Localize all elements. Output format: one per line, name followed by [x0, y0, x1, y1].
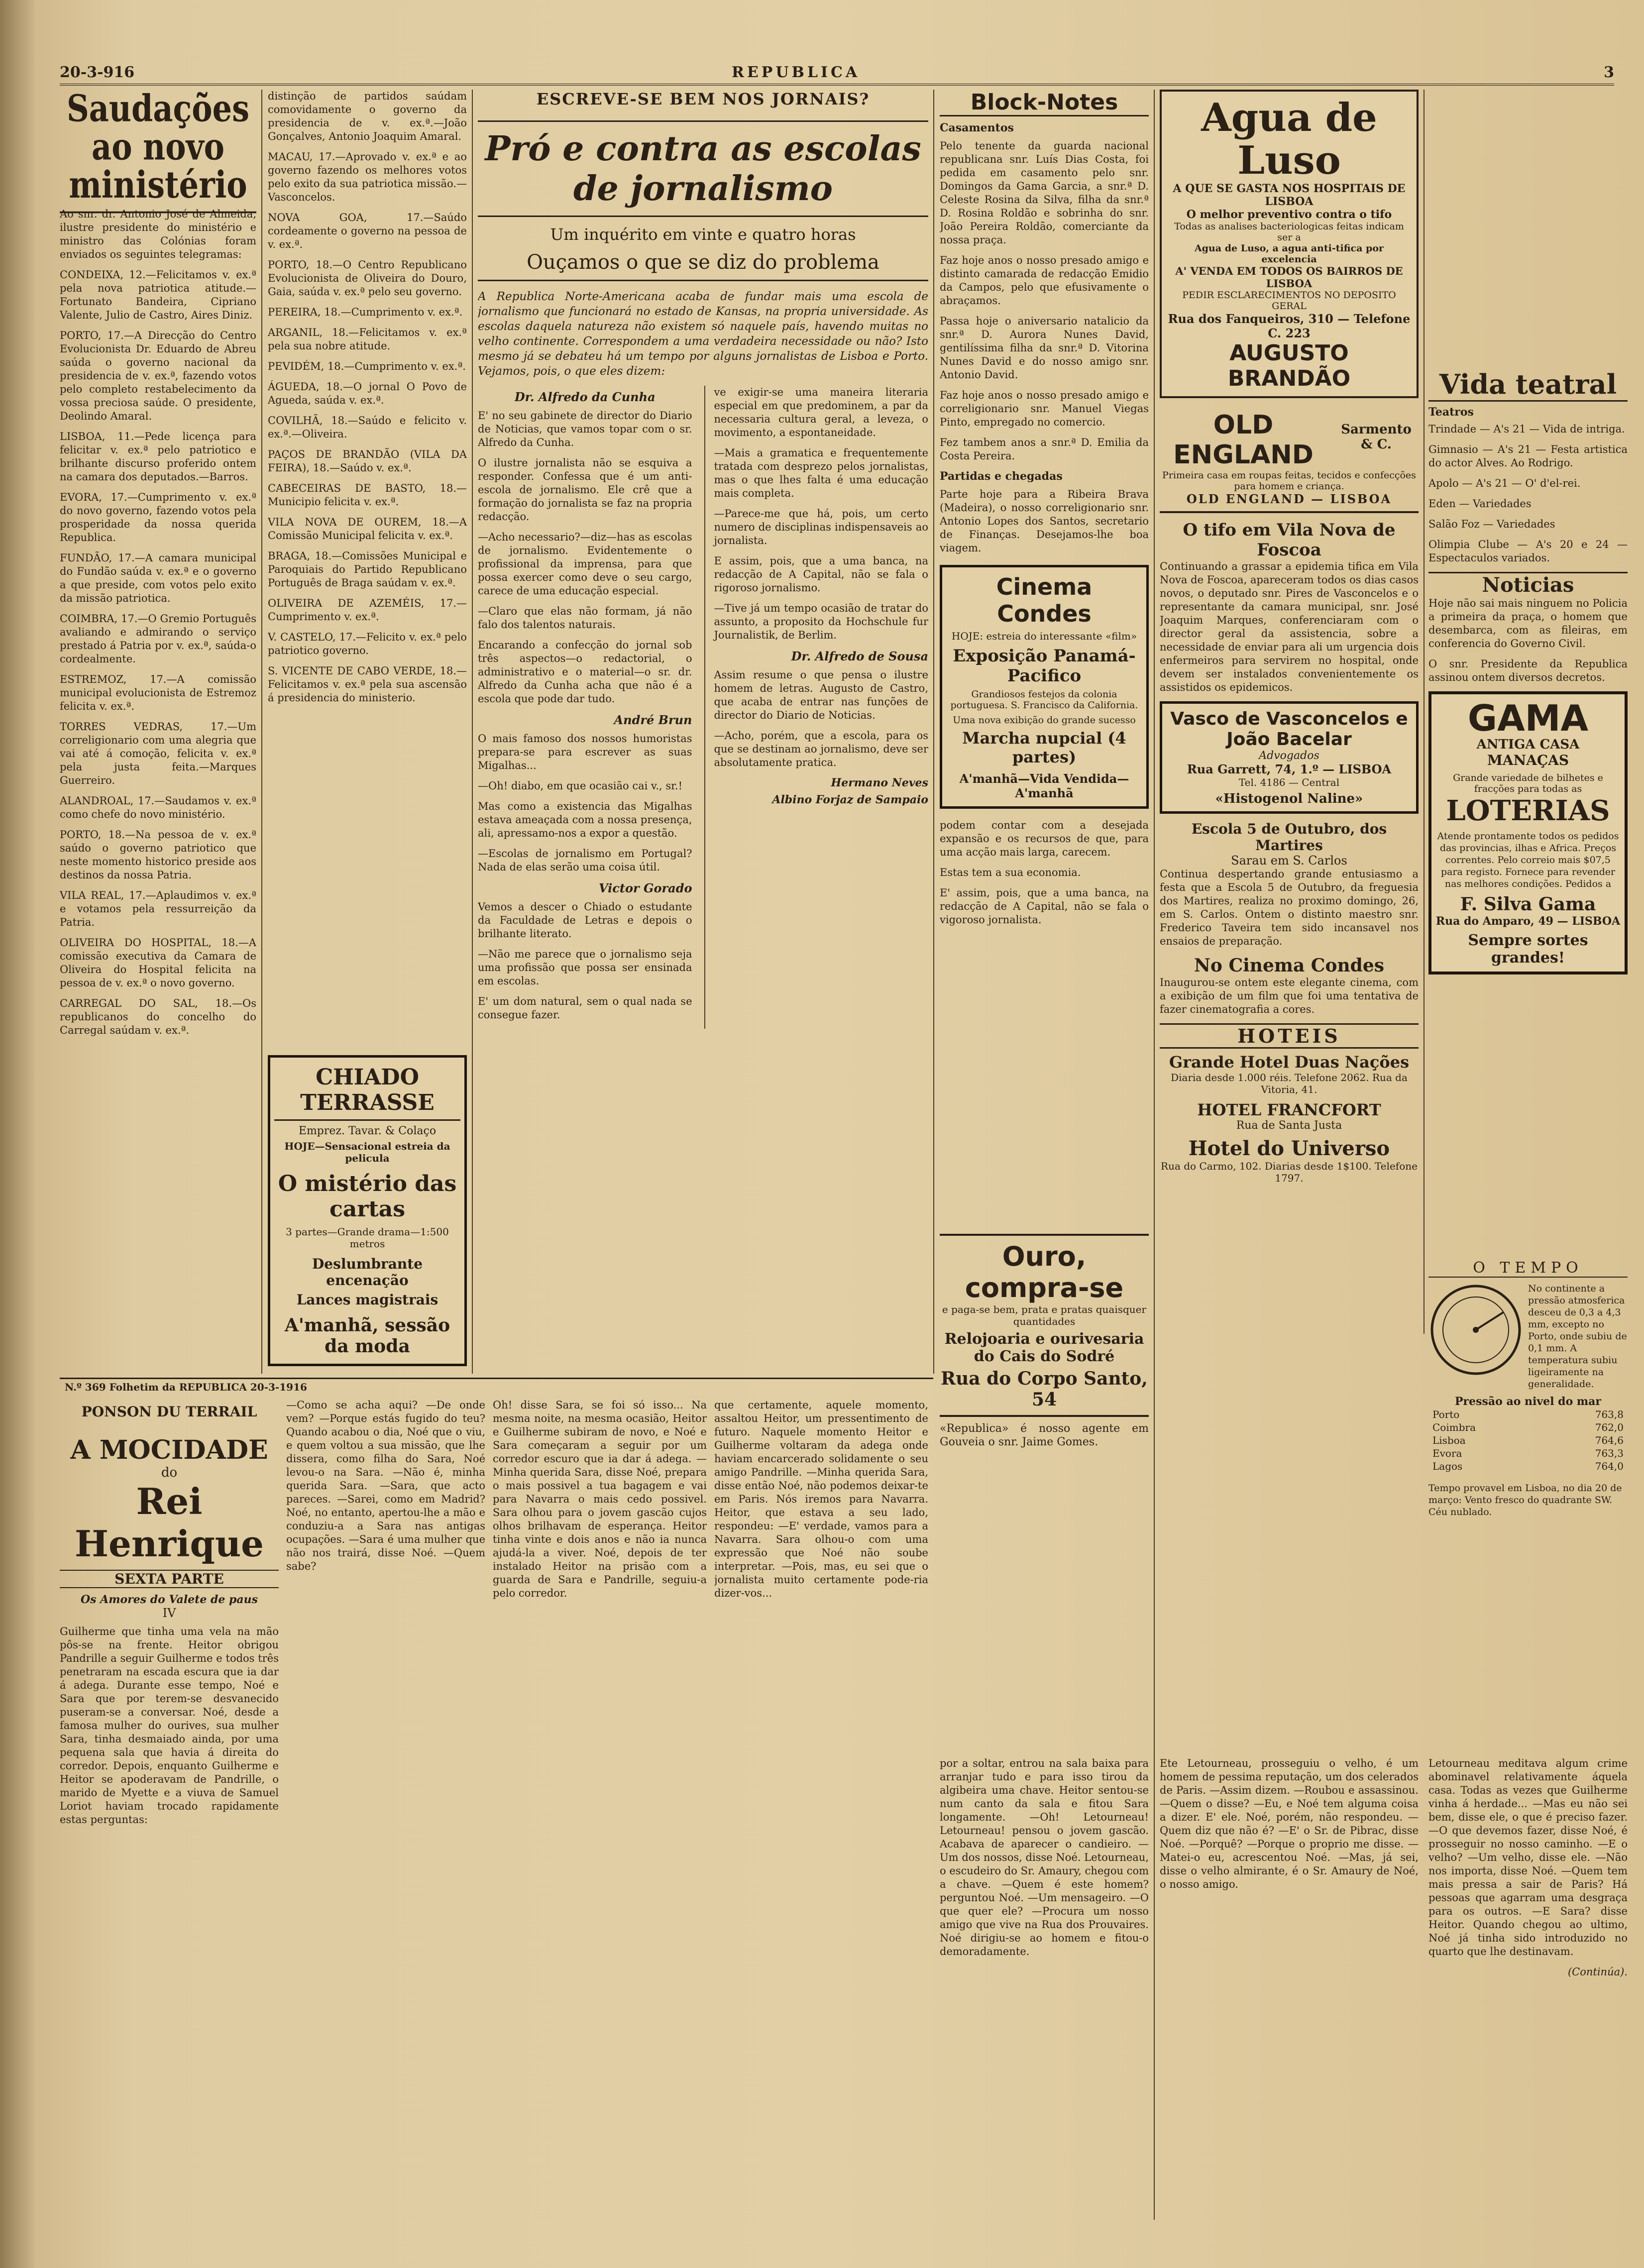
- article-paragraph: —Acho necessario?—diz—has as escolas de jornalismo. Evidentemente o profissional da imprensa, para que possa exercer como deve o seu cargo, carece de uma educação especial.: [478, 531, 692, 597]
- chiado-ad-line3: 3 partes—Grande drama—1:500 metros: [286, 1226, 449, 1250]
- hotel-duas-nacoes: Grande Hotel Duas Nações: [1169, 1053, 1410, 1072]
- notice-item: O snr. Presidente da Republica assinou ontem diversos decretos.: [1428, 658, 1628, 683]
- article-paragraph: —Acho, porém, que a escola, para os que se destinam ao jornalismo, deve ser absolutamente pratica.: [714, 730, 928, 768]
- article-paragraph: Encarando a confecção do jornal sob três aspectos—o redactorial, o administrativo e o material—o sr. dr. Alfredo da Cunha acha que não é a escola que pode dar tudo.: [478, 639, 692, 705]
- cinema-ad-line5: Marcha nupcial (4 partes): [962, 729, 1126, 766]
- telegram-paragraph: CONDEIXA, 12.—Felicitamos v. ex.ª pela nova patriotica atitude.—Fortunato Bandeira, Cipriano Valente, Julio de Castro, Aires Diniz.: [60, 269, 256, 321]
- social-note: E' assim, pois, que a uma banca, na redacção de A Capital, não se fala o vigoroso jornalista.: [940, 887, 1149, 926]
- column-1: [60, 90, 256, 1374]
- col2-body: [268, 90, 467, 975]
- cinema-ad-title: Cinema Condes: [996, 573, 1093, 627]
- barometer-dial-icon: [1428, 1283, 1523, 1377]
- luso-ad-line8: AUGUSTO BRANDÃO: [1227, 340, 1351, 391]
- vasco-ad-line3: Tel. 4186 — Central: [1238, 776, 1340, 788]
- condes-body: Inaugurou-se ontem este elegante cinema, com a exibição de um film que foi uma tentativa de fazer cinematografia a cores.: [1160, 976, 1419, 1015]
- article-paragraph: —Mais a gramatica e frequentemente tratada com desprezo pelos jornalistas, mas o que lhes falta é uma educação mais completa.: [714, 447, 928, 499]
- telegram-paragraph: NOVA GOA, 17.—Saúdo cordeamente o governo na pessoa de v. ex.ª.: [268, 212, 467, 250]
- telegram-paragraph: CARREGAL DO SAL, 18.—Os republicanos do concelho do Carregal saúdam v. ex.ª.: [60, 997, 256, 1036]
- telegram-paragraph: PORTO, 18.—Na pessoa de v. ex.ª saúdo o governo patriotico que neste momento historico preside aos destinos da nossa Patria.: [60, 829, 256, 881]
- england-ad-footer: OLD ENGLAND — LISBOA: [1186, 492, 1392, 506]
- column-6: [1160, 90, 1419, 1334]
- hotel-universo-text: Rua do Carmo, 102. Diarias desde 1$100. Telefone 1797.: [1161, 1160, 1418, 1184]
- body-right: [714, 386, 929, 642]
- telegram-paragraph: ÁGUEDA, 18.—O jornal O Povo de Agueda, saúda v. ex.ª.: [268, 381, 467, 406]
- hotel-francfort: HOTEL FRANCFORT: [1197, 1100, 1381, 1119]
- luso-ad-line2: O melhor preventivo contra o tifo: [1186, 208, 1392, 221]
- section-partidas: Partidas e chegadas: [940, 470, 1063, 483]
- article-right-column: [704, 386, 929, 1029]
- pressure-value: 764,6: [1595, 1434, 1624, 1446]
- pressure-value: 763,3: [1595, 1447, 1624, 1459]
- column-rule: [261, 90, 262, 1374]
- vida-teatral-title: Vida teatral: [1428, 368, 1628, 402]
- article-left-column: [478, 386, 692, 1029]
- folhetim-divider: [60, 1378, 933, 1379]
- block-notes-continued: [940, 819, 1149, 1227]
- telegram-paragraph: V. CASTELO, 17.—Felicito v. ex.ª pelo patriotico governo.: [268, 631, 467, 656]
- teatros-label: Teatros: [1428, 406, 1474, 419]
- theatre-item: Olimpia Clube — A's 20 e 24 — Espectaculos variados.: [1428, 539, 1628, 564]
- social-note: Faz hoje anos o nosso presado amigo e correligionario snr. Manuel Viegas Pinto, empregado no comercio.: [940, 389, 1149, 428]
- pressure-row: [1428, 1421, 1628, 1434]
- article-subhead-2: Ouçamos o que se diz do problema: [478, 251, 928, 281]
- telegram-paragraph: BRAGA, 18.—Comissões Municipal e Paroquiais do Partido Republicano Português de Braga saúdam v. ex.ª.: [268, 550, 467, 589]
- gama-ad-footer: Sempre sortes grandes!: [1468, 932, 1588, 967]
- pressure-row: [1428, 1434, 1628, 1447]
- section-casamentos: Casamentos: [940, 121, 1014, 134]
- gama-ad-subtitle: ANTIGA CASA: [1476, 737, 1580, 752]
- hotel-duas-nacoes-text: Diaria desde 1.000 réis. Telefone 2062. Rua da Vitoria, 41.: [1171, 1072, 1408, 1095]
- block-notes-paragraphs: [940, 139, 1149, 463]
- telegram-paragraph: Ao snr. dr. Antonio José de Almeida, ilustre presidente do ministério e ministro das Colónias foram enviados os seguintes telegramas:: [60, 208, 256, 260]
- folhetim-chapter: Os Amores do Valete de paus: [80, 1593, 258, 1606]
- luso-ad-line1: A QUE SE GASTA NOS HOSPITAIS DE LISBOA: [1173, 182, 1406, 208]
- header-date: 20-3-916: [60, 64, 135, 81]
- folhetim-col-1: Guilherme que tinha uma vela na mão pôs-se na frente. Heitor obrigou Pandrille a seguir Guilherme e todos três penetraram na escada escura que ia dar á adega. Durante esse tempo, Noé e Sara que por terem-se desvanecido puseram-se a conversar. Noé, desde a famosa mulher do ourives, sua mulher Sara, tinha desmaiado ainda, por uma pequena sala que havia á direita do corredor. Depois, enquanto Guilherme e Heitor se apoderavam de Pandrille, o marido de Myette e a viuva de Samuel Loriot haviam trocado rapidamente estas perguntas:: [60, 1625, 279, 1826]
- england-ad-title: OLD ENGLAND: [1173, 410, 1314, 470]
- chiado-ad-line4: Deslumbrante encenação: [312, 1256, 423, 1289]
- social-note: Estas tem a sua economia.: [940, 866, 1081, 878]
- article-subhead: Um inquérito em vinte e quatro horas: [550, 225, 856, 244]
- folhetim-title-3: Rei Henrique: [75, 1480, 264, 1565]
- folhetim-col-2-wrap: [286, 1399, 485, 2235]
- telegram-paragraph: PEREIRA, 18.—Cumprimento v. ex.ª.: [268, 306, 463, 318]
- pressure-table: [1428, 1408, 1628, 1473]
- folhetim-title-1: A MOCIDADE: [70, 1435, 268, 1465]
- folhetim-title-2: do: [161, 1465, 178, 1480]
- article-paragraph: O mais famoso dos nossos humoristas prepara-se para escrever as suas Migalhas...: [478, 733, 692, 771]
- gama-ad-name: F. Silva Gama: [1460, 894, 1596, 915]
- chiado-ad-feature: O mistério das cartas: [278, 1171, 457, 1222]
- author-cunha: Dr. Alfredo da Cunha: [514, 390, 656, 404]
- body-gorado: [478, 900, 692, 1022]
- page-fold-shadow: [0, 0, 35, 2268]
- escola-body: Continua despertando grande entusiasmo a festa que a Escola 5 de Outubro, da freguesia dos Martires, realiza no proximo domingo, 26, em S. Carlos. Ontem o distinto maestro snr. Frederico Taveira tem sido incansavel nos ensaios de preparação.: [1160, 868, 1419, 947]
- folhetim-title-block: [60, 1399, 279, 1837]
- theatre-item: Salão Foz — Variedades: [1428, 518, 1555, 530]
- telegram-paragraph: PEVIDÉM, 18.—Cumprimento v. ex.ª.: [268, 360, 466, 372]
- vasco-ad-line1: Advogados: [1259, 750, 1319, 762]
- gama-ad-subtitle2: MANAÇAS: [1487, 752, 1569, 768]
- telegram-paragraph: COIMBRA, 17.—O Gremio Português avaliando e admirando o serviço prestado á Patria por v. ex.ª, saúda-o cordealmente.: [60, 613, 256, 665]
- article-paragraph: —Claro que elas não formam, já não falo dos talentos naturais.: [478, 605, 692, 631]
- chiado-ad-line2: HOJE—Sensacional estreia da pelicula: [284, 1140, 450, 1164]
- article-paragraph: O ilustre jornalista não se esquiva a responder. Confessa que é um anti-escola de jornalismo. Ele crê que a formação do jornalista se faz na propria redacção.: [478, 457, 692, 523]
- telegram-paragraph: distinção de partidos saúdam comovidamente o governo da presidencia de v. ex.ª.—João Gonçalves, Antonio Joaquim Amaral.: [268, 90, 467, 142]
- vasco-ad-title: Vasco de Vasconcelos e João Bacelar: [1170, 709, 1408, 750]
- vasco-ad-line2: Rua Garrett, 74, 1.º — LISBOA: [1187, 762, 1392, 776]
- folhetim-col-3-wrap: [493, 1399, 707, 2235]
- cinema-ad-line4: Uma nova exibição do grande sucesso: [953, 715, 1136, 726]
- theatre-list: [1428, 423, 1628, 565]
- pressure-value: 762,0: [1595, 1421, 1624, 1433]
- telegram-paragraph: COVILHÃ, 18.—Saúdo e felicito v. ex.ª.—Oliveira.: [268, 415, 467, 440]
- signature-sampaio: Albino Forjaz de Sampaio: [772, 793, 928, 806]
- hotel-francfort-text: Rua de Santa Justa: [1236, 1119, 1342, 1132]
- ouro-ad-title: Ouro, compra-se: [965, 1241, 1124, 1303]
- article-paragraph: ve exigir-se uma maneira literaria especial em que predominem, a par da necessaria cultura geral, a leveza, o movimento, a espontaneidade.: [714, 386, 928, 438]
- ouro-ad: [940, 1234, 1149, 1417]
- telegram-paragraph: OLIVEIRA DE AZEMÉIS, 17.—Cumprimento v. ex.ª.: [268, 597, 467, 623]
- cinema-ad-line1: HOJE: estreia do interessante «film»: [951, 630, 1137, 642]
- folhetim-col-3: Oh! disse Sara, se foi só isso... Na mesma noite, na mesma ocasião, Heitor e Guilherme subiram de novo, e Noé e Sara começaram a seguir por um corredor escuro que ia dar á adega. —Minha querida Sara, disse Noé, prepara o mais possivel a tua bagagem e vai para Navarra o mais cedo possivel. Sara olhou para o jovem gascão cujos olhos brilhavam de esperança. Heitor tinha vinte e dois anos e não ia nunca ajudá-la a viver. Noé, depois de ter instalado Heitor na prisão com a guarda de Sara e Pandrille, seguiu-a pelo corredor.: [493, 1399, 707, 1599]
- folhetim-chapter-num: IV: [162, 1606, 176, 1620]
- article-paragraph: E' no seu gabinete de director do Diario de Noticias, que vamos topar com o sr. Alfredo da Cunha.: [478, 410, 692, 448]
- theatre-item: Gimnasio — A's 21 — Festa artistica do actor Alves. Ao Rodrigo.: [1428, 443, 1628, 469]
- england-ad-line1: Primeira casa em roupas feitas, tecidos e confecções para homem e criança.: [1162, 470, 1416, 492]
- page-header: [60, 64, 1614, 86]
- pressure-city: Porto: [1432, 1408, 1460, 1420]
- ouro-ad-line2: Relojoaria e ourivesaria do Cais do Sodré: [944, 1330, 1144, 1365]
- author-gorado: Victor Gorado: [598, 881, 692, 895]
- social-note: Faz hoje anos o nosso presado amigo e distinto camarada de redacção Emidio da Campos, pelo que efusivamente o abraçamos.: [940, 254, 1149, 307]
- block-notes-title: Block-Notes: [940, 90, 1149, 116]
- social-note: Fez tambem anos a snr.ª D. Emilia da Costa Pereira.: [940, 436, 1149, 462]
- column-rule: [1154, 90, 1155, 2220]
- folhetim-col-7: Letourneau meditava algum crime abominavel relativamente áquela casa. Todas as vezes que Guilherme vinha á herdade... —Mas eu não sei bem, disse ele, o que é preciso fazer. —O que devemos fazer, disse Noé, é prosseguir no nosso caminho. —E o velho? —Um velho, disse ele. —Não nos importa, disse Noé. —Quem tem mais pressa a sair de Paris? Há pessoas que agarram uma desgraça para os outros. —E Sara? disse Heitor. Quando chegou ao ultimo, Noé já tinha sido introduzido no quarto que lhe destinavam.: [1428, 1757, 1628, 1957]
- telegram-paragraph: OLIVEIRA DO HOSPITAL, 18.—A comissão executiva da Camara de Oliveira do Hospital felicita na pessoa de v. ex.ª o novo governo.: [60, 937, 256, 989]
- folhetim-col-7-wrap: [1428, 1757, 1628, 2235]
- col7-top-spacer: [1428, 90, 1628, 368]
- weather-text: No continente a pressão atmosferica desceu de 0,3 a 4,3 mm, excepto no Porto, onde subiu de 0,1 mm. A temperatura subiu ligeiramente na generalidade.: [1528, 1283, 1627, 1390]
- telegram-paragraph: MACAU, 17.—Aprovado v. ex.ª e ao governo fazendo os melhores votos pelo exito da sua patriotica missão.—Vasconcelos.: [268, 151, 467, 203]
- tifo-headline: O tifo em Vila Nova de Foscoa: [1183, 520, 1396, 560]
- body-sousa: [714, 668, 929, 769]
- telegram-paragraph: VILA NOVA DE OUREM, 18.—A Comissão Municipal felicita v. ex.ª.: [268, 516, 467, 541]
- folhetim-col-6: Ete Letourneau, prosseguiu o velho, é um homem de pessima reputação, um dos celerados de Paris. —Assim dizem. —Roubou e assassinou. —Quem o disse? —Eu, e Noé tem alguma coisa a dizer. E' ele. Noé, porém, não respondeu. —Quem diz que não é? —E' o Sr. de Pibrac, disse Noé. —Porquê? —Porque o proprio me disse. —Matei-o eu, acrescentou Noé. —Mas, já sei, disse o velho almirante, é o Sr. Amaury de Noé, o nosso amigo.: [1160, 1757, 1419, 1890]
- hotels-header: HOTEIS: [1160, 1023, 1419, 1049]
- telegram-paragraph: PORTO, 17.—A Direcção do Centro Evolucionista Dr. Eduardo de Abreu saúda o governo nacional da presidencia de v. ex.ª, fazendo votos pelo completo restabelecimento da vossa preciosa saúde. O presidente, Deolindo Amaral.: [60, 329, 256, 422]
- telegram-paragraph: FUNDÃO, 17.—A camara municipal do Fundão saúda v. ex.ª e o governo a que preside, com votos pelo exito da missão patriotica.: [60, 552, 256, 604]
- chiado-ad-line1: Emprez. Tavar. & Colaço: [298, 1125, 437, 1137]
- article-paragraph: —Escolas de jornalismo em Portugal? Nada de elas serão uma coisa útil.: [478, 848, 692, 873]
- signature-neves: Hermano Neves: [831, 776, 928, 789]
- escola-subhead: Sarau em S. Carlos: [1231, 854, 1347, 867]
- ouro-ad-line1: e paga-se bem, prata e pratas quaisquer quantidades: [942, 1303, 1147, 1327]
- condes-headline: No Cinema Condes: [1194, 955, 1384, 976]
- journalism-article: [478, 90, 928, 1374]
- theatre-item: Trindade — A's 21 — Vida de intriga.: [1428, 423, 1625, 435]
- telegram-paragraph: ALANDROAL, 17.—Saudamos v. ex.ª como chefe do novo ministério.: [60, 795, 256, 820]
- header-page-number: 3: [1604, 64, 1614, 81]
- col1-headline: Saudações ao novo ministério: [60, 90, 256, 213]
- article-kicker: ESCREVE-SE BEM NOS JORNAIS?: [536, 90, 870, 108]
- article-paragraph: —Não me parece que o jornalismo seja uma profissão que possa ser ensinada em escolas.: [478, 948, 692, 987]
- luso-ad-line4: Agua de Luso, a agua anti-tifica por excelencia: [1194, 243, 1384, 265]
- telegram-paragraph: CABECEIRAS DE BASTO, 18.—Municipio felicita v. ex.ª.: [268, 482, 467, 508]
- telegram-paragraph: PORTO, 18.—O Centro Republicano Evolucionista de Oliveira do Douro, Gaia, saúda v. ex.ª pelo seu governo.: [268, 259, 467, 298]
- telegram-paragraph: S. VICENTE DE CABO VERDE, 18.—Felicitamos v. ex.ª pela sua ascensão á presidencia do ministerio.: [268, 665, 467, 704]
- column-rule: [472, 90, 473, 1374]
- chiado-terrasse-ad: [268, 1055, 467, 1366]
- article-paragraph: —Parece-me que há, pois, um certo numero de disciplinas indispensaveis ao jornalista.: [714, 508, 928, 546]
- vasco-ad: [1160, 701, 1419, 814]
- ouro-ad-line3: Rua do Corpo Santo, 54: [941, 1368, 1148, 1410]
- social-note: Parte hoje para a Ribeira Brava (Madeira), o nosso correligionario snr. Antonio Lopes dos Santos, secretario de Finanças. Desejamos-lhe boa viagem.: [940, 488, 1149, 554]
- agua-de-luso-ad: [1160, 90, 1419, 398]
- pressure-city: Coimbra: [1432, 1421, 1476, 1433]
- social-note: Pelo tenente da guarda nacional republicana snr. Luís Dias Costa, foi pedida em casamento pelo snr. Domingos da Gama Garcia, a snr.ª D. Celeste Rosina da Silva, filha da snr.ª D. Rosina Roldão e sobrinha do snr. João Pereira Roldão, comerciante da nossa praça.: [940, 140, 1149, 246]
- folhetim-strip: N.º 369 Folhetim da REPUBLICA 20-3-1916: [65, 1381, 307, 1393]
- author-sousa: Dr. Alfredo de Sousa: [791, 649, 928, 663]
- weather-section: [1428, 1259, 1628, 1742]
- chiado-ad-footer: A'manhã, sessão da moda: [284, 1315, 450, 1357]
- folhetim-col-5: por a soltar, entrou na sala baixa para arranjar tudo e para isso tirou da algibeira uma chave. Heitor sentou-se num canto da sala e fitou Sara longamente. —Oh! Letourneau! Letourneau! pensou o jovem gascão. Acabava de aparecer o candieiro. —Um dos nossos, disse Noé. Letourneau, o escudeiro do Sr. Amaury, chegou com a chave. —Quem é este homem? perguntou Noé. —Um mensageiro. —O que quer ele? —Procura um nosso amigo que vive na Rua dos Prouvaires. Noé dirigiu-se ao homem e fitou-o demoradamente.: [940, 1757, 1149, 1957]
- partidas-paragraphs: [940, 488, 1149, 555]
- column-rule: [1424, 90, 1425, 1334]
- escola-headline: Escola 5 de Outubro, dos Martires: [1191, 821, 1387, 854]
- vasco-ad-footer: «Histogenol Naline»: [1215, 791, 1363, 806]
- chiado-ad-line5: Lances magistrais: [296, 1292, 438, 1308]
- pressure-city: Lisboa: [1432, 1434, 1466, 1446]
- body-brun: [478, 732, 692, 874]
- gama-ad-line1: Grande variedade de bilhetes e fracções para todas as: [1453, 772, 1603, 794]
- col1-body: [60, 208, 256, 1037]
- cinema-ad-line3: Grandiosos festejos da colonia portuguesa. S. Francisco da California.: [950, 689, 1138, 711]
- folhetim-col-4-wrap: [714, 1399, 928, 2235]
- pressure-title: Pressão ao nivel do mar: [1454, 1395, 1602, 1408]
- folhetim-col-5-wrap: [940, 1757, 1149, 2235]
- republica-agent-note: «Republica» é nosso agente em Gouveia o snr. Jaime Gomes.: [940, 1422, 1149, 1448]
- pressure-row: [1428, 1408, 1628, 1421]
- notice-item: Hoje não sai mais ninguem no Policia a primeira da praça, o homem que desembarca, com as fileiras, em conferencia do Governo Civil.: [1428, 597, 1628, 649]
- pressure-city: Evora: [1432, 1447, 1462, 1459]
- luso-ad-line3: Todas as analises bacteriologicas feitas indicam ser a: [1174, 221, 1404, 243]
- cinema-ad-footer: A'manhã—Vida Vendida—A'manhã: [959, 771, 1129, 800]
- author-brun: André Brun: [614, 713, 692, 727]
- pressure-value: 764,0: [1595, 1460, 1624, 1472]
- pressure-row: [1428, 1447, 1628, 1460]
- weather-footer: Tempo provavel em Lisboa, no dia 20 de março: Vento fresco do quadrante SW. Céu nublado.: [1428, 1483, 1622, 1517]
- pressure-city: Lagos: [1432, 1460, 1463, 1472]
- weather-title: O TEMPO: [1428, 1259, 1628, 1278]
- luso-ad-title: Agua de Luso: [1201, 95, 1377, 183]
- cinema-condes-ad: [940, 565, 1149, 809]
- england-ad-subtitle: Sarmento & C.: [1341, 422, 1412, 452]
- social-note: podem contar com a desejada expansão e os recursos de que, para uma acção mais larga, carecem.: [940, 819, 1149, 858]
- article-paragraph: —Tive já um tempo ocasião de tratar do assunto, a proposito da Hochschule fur Journalistik, de Berlim.: [714, 602, 928, 641]
- gama-ad-line2: Atende prontamente todos os pedidos das provincias, ilhas e Africa. Preços correntes. Pelo correio mais $07,5 para registo. Fornece para revender nas melhores condições. Pedidos a: [1437, 831, 1619, 889]
- telegram-paragraph: TORRES VEDRAS, 17.—Um correligionario com uma alegria que vai até á comoção, felicita v. ex.ª pela justa feita.—Marques Guerreiro.: [60, 721, 256, 786]
- gama-ad-big: LOTERIAS: [1446, 794, 1610, 827]
- folhetim-author: PONSON DU TERRAIL: [81, 1404, 257, 1420]
- column-2: [268, 90, 467, 1374]
- gama-ad-title: GAMA: [1467, 697, 1589, 739]
- chiado-ad-title: CHIADO TERRASSE: [274, 1065, 460, 1121]
- article-paragraph: Vemos a descer o Chiado o estudante da Faculdade de Letras e depois o brilhante literato.: [478, 901, 692, 940]
- luso-ad-line7: Rua dos Fanqueiros, 310 — Telefone C. 223: [1168, 312, 1411, 340]
- tifo-body: Continuando a grassar a epidemia tifica em Vila Nova de Foscoa, apareceram todos os dias casos novos, o deputado snr. Pires de Vasconcelos e o representante da camara municipal, snr. José Joaquim Marques, conferenciaram com o director geral da assistencia, sobre a necessidade de enviar para ali um urgencia dois enfermeiros para servirem no hospital, onde devem ser instalados convenientemente os assistidos os epidemicos.: [1160, 560, 1419, 693]
- article-headline: Pró e contra as escolas de jornalismo: [478, 120, 928, 217]
- social-note: Passa hoje o aniversario natalicio da snr.ª D. Aurora Nunes David, gentilíssima filha da snr.ª D. Vitorina Nunes David e do nosso amigo snr. Antonio David.: [940, 315, 1149, 381]
- gama-lottery-ad: [1428, 691, 1628, 974]
- telegram-paragraph: ARGANIL, 18.—Felicitamos v. ex.ª pela sua nobre atitude.: [268, 326, 467, 352]
- article-paragraph: —Oh! diabo, em que ocasião cai v., sr.!: [478, 780, 683, 792]
- column-rule: [933, 90, 934, 1374]
- article-intro: A Republica Norte-Americana acaba de fundar mais uma escola de jornalismo que funcionará no estado de Kansas, na propria universidade. As escolas daquela natureza não existem só naquele país, havendo muitas no velho continente. Correspondem a uma verdadeira necessidade ou não? Isto mesmo já se debateu há um tempo por alguns jornalistas de Lisboa e Porto. Vejamos, pois, o que eles dizem:: [478, 290, 928, 378]
- article-paragraph: Mas como a existencia das Migalhas estava ameaçada com a nossa presença, ali, apressamo-nos a expor a questão.: [478, 800, 692, 839]
- hotel-universo: Hotel do Universo: [1188, 1137, 1390, 1160]
- article-paragraph: E assim, pois, que a uma banca, na redacção de A Capital, não se fala o rigoroso jornalismo.: [714, 555, 928, 594]
- luso-ad-line6: PEDIR ESCLARECIMENTOS NO DEPOSITO GERAL: [1182, 290, 1396, 312]
- gama-ad-address: Rua do Amparo, 49 — LISBOA: [1435, 915, 1621, 928]
- body-cunha: [478, 409, 692, 706]
- folhetim-col-2: —Como se acha aqui? —De onde vem? —Porque estás fugido do teu? Quando acabou o dia, Noé que o viu, e quem voltou a sua missão, que lhe dissera, como filha do Sara, Noé levou-o na Sara. —Não é, minha querida Sara. —Sara, que acto pareces. —Sarei, como em Madrid? Noé, no entanto, apertou-lhe a mão e conduziu-a a Sara nas antigas ocupações. —Sara é uma mulher que não nos trairá, disse Noé. —Quem sabe?: [286, 1399, 485, 1572]
- theatre-item: Apolo — A's 21 — O' d'el-rei.: [1428, 477, 1581, 489]
- folhetim-col-6-wrap: [1160, 1757, 1419, 2235]
- cinema-ad-line2: Exposição Panamá-Pacifico: [953, 646, 1136, 686]
- folhetim-part: SEXTA PARTE: [60, 1570, 279, 1588]
- telegram-paragraph: ESTREMOZ, 17.—A comissão municipal evolucionista de Estremoz felicita v. ex.ª.: [60, 673, 256, 712]
- folhetim-continua: (Continúa).: [1567, 1966, 1628, 1978]
- noticias-title: Noticias: [1428, 572, 1628, 597]
- old-england-ad: [1160, 405, 1419, 513]
- column-7: [1428, 90, 1628, 1334]
- folhetim-col-4: que certamente, aquele momento, assaltou Heitor, um pressentimento de futuro. Naquele momento Heitor e Guilherme voltaram da adega onde haviam encarcerado solidamente o seu amigo Pandrille. —Minha querida Sara, disse então Noé, não podemos deixar-te em Paris. Nós iremos para Navarra. Heitor, que estava a seu lado, respondeu: —E' verdade, vamos para a Navarra. Sara olhou-o com uma expressão que Noé não soube interpretar. —Pois, mas, eu sei que o jornalista muito certamente pode-ria dizer-vos...: [714, 1399, 928, 1599]
- article-paragraph: E' um dom natural, sem o qual nada se consegue fazer.: [478, 995, 692, 1021]
- article-paragraph: Assim resume o que pensa o ilustre homem de letras. Augusto de Castro, que acaba de entrar nas funções de director do Diario de Noticias.: [714, 669, 928, 721]
- telegram-paragraph: PAÇOS DE BRANDÃO (VILA DA FEIRA), 18.—Saúdo v. ex.ª.: [268, 448, 467, 474]
- pressure-value: 763,8: [1595, 1408, 1624, 1420]
- telegram-paragraph: VILA REAL, 17.—Aplaudimos v. ex.ª e votamos pela ressurreição da Patria.: [60, 889, 256, 928]
- telegram-paragraph: LISBOA, 11.—Pede licença para felicitar v. ex.ª pelo patriotico e brilhante discurso proferido ontem na camara dos deputados.—Barros.: [60, 431, 256, 483]
- theatre-item: Eden — Variedades: [1428, 498, 1532, 510]
- notices-list: [1428, 597, 1628, 684]
- telegram-paragraph: EVORA, 17.—Cumprimento v. ex.ª do novo governo, fazendo votos pela prosperidade da nossa querida Republica.: [60, 491, 256, 543]
- header-paper-name: REPUBLICA: [732, 64, 861, 81]
- luso-ad-line5: A' VENDA EM TODOS OS BAIRROS DE LISBOA: [1175, 265, 1403, 290]
- pressure-row: [1428, 1460, 1628, 1473]
